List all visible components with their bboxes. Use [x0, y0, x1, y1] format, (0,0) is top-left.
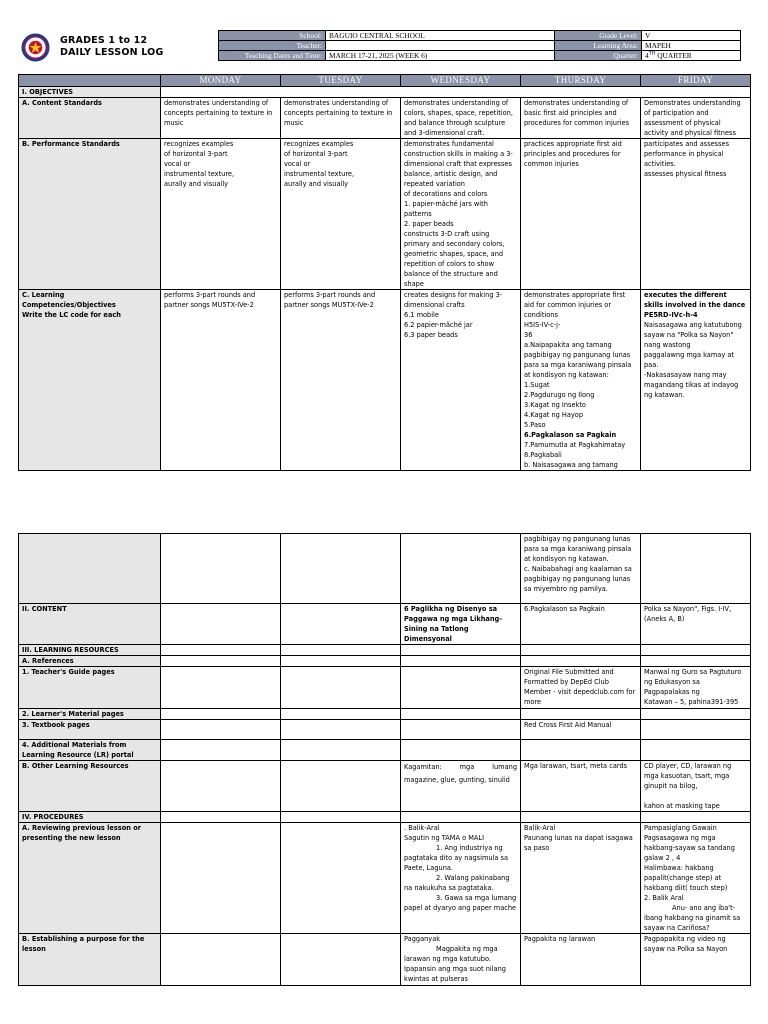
content-standards-wednesday: demonstrates understanding of colors, shapes, space, repetition, and balance through sculpture and 3-dimensional craft.: [401, 98, 521, 139]
competencies-friday: [641, 290, 751, 471]
lesson-log-header: [18, 30, 746, 64]
corner-cell: [19, 75, 161, 87]
ref-monday: [161, 656, 281, 667]
tb-thursday: Red Cross First Aid Manual: [521, 720, 641, 740]
competencies-wednesday: creates designs for making 3-dimensional crafts 6.1 mobile 6.2 papier-mâché jar 6.3 paper beads: [401, 290, 521, 471]
performance-standards-monday: recognizes examples of horizontal 3-part vocal or instrumental texture, aurally and visually: [161, 139, 281, 290]
competencies-friday-code: executes the different skills involved in the dance PE5RD-IVc-h-4: [644, 291, 746, 319]
content-heading: II. CONTENT: [19, 604, 161, 645]
review-item-2: 2. Walang pakinabang: [436, 874, 510, 882]
competencies-label: C. Learning Competencies/Objectives Write the LC code for each: [19, 290, 161, 471]
info-table: [218, 30, 741, 61]
review-thursday: Balik-Aral Paunang lunas na dapat isagawa sa paso: [521, 823, 641, 934]
review-friday-question: Anu- ano ang iba't-: [672, 904, 736, 912]
review-item-3-cont: papel at dyaryo ang paper mache: [404, 904, 517, 912]
quarter-label: Quarter:: [555, 51, 642, 61]
continued-tuesday: [281, 534, 401, 604]
learning-area-label: Learning Area:: [555, 41, 642, 51]
ref-tuesday: [281, 656, 401, 667]
purpose-wednesday-indent: Magpakita ng mga: [436, 945, 498, 953]
ref-thursday: [521, 656, 641, 667]
lm-thursday: [521, 709, 641, 720]
day-friday: FRIDAY: [641, 75, 751, 87]
olr-friday: CD player, CD, larawan ng mga kasuotan, tsart, mga ginupit na bilog, kahon at masking tape: [641, 761, 751, 812]
lesson-log-table-part-1: [18, 74, 751, 471]
competencies-thursday-text: demonstrates appropriate first aid for common injuries or conditions H5IS-IV-c-j- 36 a.Naipapakita ang tamang pagbibigay ng pangunang lunas para sa mga karaniwang pinsala at kondisyon ng katawan: 1.Sugat 2.Pagdurugo ng Ilong 3.Kagat ng Insekto 4.Kagat ng Hayop 5.Paso: [524, 291, 632, 429]
lm-friday: [641, 709, 751, 720]
competencies-monday: performs 3-part rounds and partner songs MU5TX-IVe-2: [161, 290, 281, 471]
lm-wednesday: [401, 709, 521, 720]
review-item-1: 1. Ang industriya ng: [436, 844, 503, 852]
lm-monday: [161, 709, 281, 720]
continued-friday: [641, 534, 751, 604]
competencies-friday-text: Naisasagawa ang katutubong sayaw na "Polka sa Nayon" nang wastong paggalawng mga kamay at paa. -Nakasasayaw nang may magandang tikas at indayog ng katawan.: [644, 321, 742, 399]
review-friday-tail: ibang hakbang na ginamit sa sayaw na Cariñosa?: [644, 914, 741, 932]
content-friday: Polka sa Nayon", Figs. I-IV, (Aneks A, B): [641, 604, 751, 645]
procedures-heading: IV. PROCEDURES: [19, 812, 161, 823]
ref-wednesday: [401, 656, 521, 667]
continued-wednesday: [401, 534, 521, 604]
grade-level-value: V: [642, 31, 741, 41]
lm-tuesday: [281, 709, 401, 720]
teaching-dates-value: MARCH 17-21, 2025 (WEEK 6): [326, 51, 555, 61]
content-standards-thursday: demonstrates understanding of basic first aid principles and procedures for common injuries: [521, 98, 641, 139]
content-tuesday: [281, 604, 401, 645]
lr-monday: [161, 645, 281, 656]
review-monday: [161, 823, 281, 934]
am-wednesday: [401, 740, 521, 761]
learning-area-value: MAPEH: [642, 41, 741, 51]
proc-thursday: [521, 812, 641, 823]
tg-wednesday: [401, 667, 521, 709]
olr-wednesday: Kagamitan: mga lumang magazine, glue, gunting, sinulid: [401, 761, 521, 812]
lr-friday: [641, 645, 751, 656]
proc-wednesday: [401, 812, 521, 823]
performance-standards-wednesday: demonstrates fundamental construction skills in making a 3-dimensional craft that expresses balance, artistic design, and repeated variation of decorations and colors 1. papier-mâché jars with patterns 2. paper beads constructs 3-D craft using primary and secondary colors, geometric shapes, space, and repetition of colors to show balance of the structure and shape: [401, 139, 521, 290]
teacher-value: [326, 41, 555, 51]
continued-label-cell: [19, 534, 161, 604]
review-lesson-label: A. Reviewing previous lesson or presenting the new lesson: [19, 823, 161, 934]
deped-seal-icon: [21, 33, 50, 62]
proc-monday: [161, 812, 281, 823]
day-thursday: THURSDAY: [521, 75, 641, 87]
continued-thursday: pagbibigay ng pangunang lunas para sa mga karaniwang pinsala at kondisyon ng katawan. c. Naibabahagi ang kaalaman sa pagbibigay ng pangunang lunas sa miyembro ng pamilya.: [521, 534, 641, 604]
title-line-1: GRADES 1 to 12: [60, 35, 148, 46]
am-friday: [641, 740, 751, 761]
other-resources-label: B. Other Learning Resources: [19, 761, 161, 812]
tb-monday: [161, 720, 281, 740]
school-label: School:: [219, 31, 326, 41]
purpose-thursday: Pagpakita ng larawan: [521, 934, 641, 986]
tb-wednesday: [401, 720, 521, 740]
continued-monday: [161, 534, 281, 604]
tg-monday: [161, 667, 281, 709]
proc-tuesday: [281, 812, 401, 823]
performance-standards-label: B. Performance Standards: [19, 139, 161, 290]
day-tuesday: TUESDAY: [281, 75, 401, 87]
tg-friday: Manwal ng Guro sa Pagtuturo ng Edukasyon sa Pagpapalakas ng Katawan – 5, pahina391-395: [641, 667, 751, 709]
ref-friday: [641, 656, 751, 667]
tg-tuesday: [281, 667, 401, 709]
content-standards-monday: demonstrates understanding of concepts pertaining to texture in music: [161, 98, 281, 139]
review-tuesday: [281, 823, 401, 934]
purpose-wednesday: [401, 934, 521, 986]
objectives-heading-fill: [161, 87, 751, 98]
document-title: [60, 35, 163, 59]
tb-friday: [641, 720, 751, 740]
school-value: BAGUIO CENTRAL SCHOOL: [326, 31, 555, 41]
performance-standards-thursday: practices appropriate first aid principles and procedures for common injuries: [521, 139, 641, 290]
title-line-2: DAILY LESSON LOG: [60, 47, 164, 58]
textbook-label: 3. Textbook pages: [19, 720, 161, 740]
teacher-label: Teacher:: [219, 41, 326, 51]
review-item-2-cont: na nakukuha sa pagtataka.: [404, 884, 494, 892]
review-friday: [641, 823, 751, 934]
competencies-thursday-bold-item: 6.Pagkalason sa Pagkain: [524, 431, 617, 439]
purpose-tuesday: [281, 934, 401, 986]
competencies-thursday: [521, 290, 641, 471]
quarter-text: QUARTER: [655, 51, 692, 60]
olr-thursday: Mga larawan, tsart, meta cards: [521, 761, 641, 812]
purpose-wednesday-tail: larawan ng mga katutubo. Ipapansin ang mga suot nilang kwintas at pulseras: [404, 955, 506, 983]
lr-tuesday: [281, 645, 401, 656]
review-wednesday: [401, 823, 521, 934]
content-standards-tuesday: demonstrates understanding of concepts pertaining to texture in music: [281, 98, 401, 139]
purpose-friday: Pagpapakita ng video ng sayaw na Polka sa Nayon: [641, 934, 751, 986]
day-wednesday: WEDNESDAY: [401, 75, 521, 87]
performance-standards-friday: participates and assesses performance in physical activities. assesses physical fitness: [641, 139, 751, 290]
grade-level-label: Grade Level:: [555, 31, 642, 41]
performance-standards-tuesday: recognizes examples of horizontal 3-part vocal or instrumental texture, aurally and visually: [281, 139, 401, 290]
olr-monday: [161, 761, 281, 812]
review-wednesday-intro: . Balik-Aral Sagutin ng TAMA o MALI: [404, 824, 485, 842]
quarter-value: [642, 51, 741, 61]
teaching-dates-label: Teaching Dates and Time:: [219, 51, 326, 61]
teachers-guide-label: 1. Teacher's Guide pages: [19, 667, 161, 709]
am-tuesday: [281, 740, 401, 761]
quarter-number: 4: [645, 51, 649, 60]
quarter-ordinal: TH: [648, 51, 656, 57]
tb-tuesday: [281, 720, 401, 740]
lr-wednesday: [401, 645, 521, 656]
content-monday: [161, 604, 281, 645]
learning-resources-heading: III. LEARNING RESOURCES: [19, 645, 161, 656]
purpose-monday: [161, 934, 281, 986]
competencies-thursday-tail: 7.Pamumutla at Pagkahimatay 8.Pagkabali b. Naisasagawa ang tamang: [524, 441, 626, 469]
learners-material-label: 2. Learner's Material pages: [19, 709, 161, 720]
content-standards-friday: Demonstrates understanding of participation and assessment of physical activity and physical fitness: [641, 98, 751, 139]
am-thursday: [521, 740, 641, 761]
review-friday-text: Pampasiglang Gawain Pagsasagawa ng mga hakbang-sayaw sa tandang galaw 2 , 4 Halimbawa: hakbang papalit(change step) at hakbang diit( touch step) 2. Balik Aral: [644, 824, 735, 902]
additional-materials-label: 4. Additional Materials from Learning Resource (LR) portal: [19, 740, 161, 761]
lesson-log-table-part-2: [18, 533, 751, 986]
references-label: A. References: [19, 656, 161, 667]
tg-thursday: Original File Submitted and Formatted by DepEd Club Member - visit depedclub.com for more: [521, 667, 641, 709]
content-thursday: 6.Pagkalason sa Pagkain: [521, 604, 641, 645]
review-item-3: 3. Gawa sa mga lumang: [436, 894, 517, 902]
objectives-heading: I. OBJECTIVES: [19, 87, 161, 98]
content-standards-label: A. Content Standards: [19, 98, 161, 139]
lr-thursday: [521, 645, 641, 656]
purpose-label: B. Establishing a purpose for the lesson: [19, 934, 161, 986]
proc-friday: [641, 812, 751, 823]
am-monday: [161, 740, 281, 761]
day-monday: MONDAY: [161, 75, 281, 87]
purpose-wednesday-heading: Pagganyak: [404, 935, 441, 943]
competencies-tuesday: performs 3-part rounds and partner songs MU5TX-IVe-2: [281, 290, 401, 471]
content-wednesday: 6 Paglikha ng Disenyo sa Paggawa ng mga Likhang-Sining na Tatlong Dimensyonal: [401, 604, 521, 645]
olr-tuesday: [281, 761, 401, 812]
review-item-1-cont: pagtataka dito ay nagsimula sa Paete, Laguna.: [404, 854, 508, 872]
